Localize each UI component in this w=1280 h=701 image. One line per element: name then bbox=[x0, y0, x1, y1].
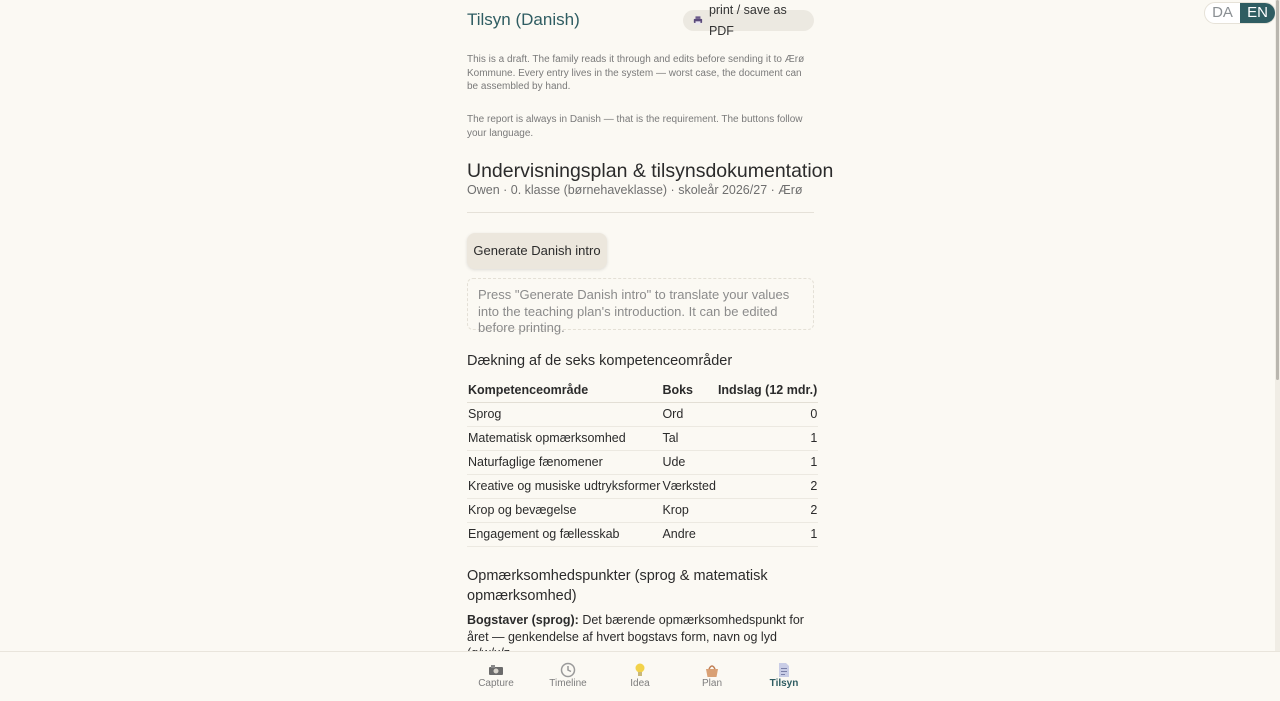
focus-label: Bogstaver (sprog): bbox=[467, 613, 579, 627]
clock-icon bbox=[560, 662, 576, 678]
table-cell: 1 bbox=[717, 450, 818, 474]
nav-label-idea: Idea bbox=[630, 678, 650, 689]
scrollbar[interactable] bbox=[1275, 0, 1280, 701]
nav-label-tilsyn: Tilsyn bbox=[769, 678, 799, 689]
basket-icon bbox=[704, 662, 720, 678]
table-cell: Sprog bbox=[467, 402, 661, 426]
lang-en-button[interactable]: EN bbox=[1240, 3, 1275, 23]
table-cell: 1 bbox=[717, 522, 818, 546]
nav-item-tilsyn[interactable] bbox=[748, 652, 820, 701]
nav-label-plan: Plan bbox=[701, 678, 722, 689]
nav-item-capture[interactable] bbox=[460, 652, 532, 701]
nav-label-capture: Capture bbox=[478, 678, 514, 689]
table-cell: Tal bbox=[661, 426, 717, 450]
table-header-row bbox=[467, 378, 818, 402]
table-cell: 1 bbox=[717, 426, 818, 450]
table-cell: Engagement og fællesskab bbox=[467, 522, 661, 546]
nav-label-timeline: Timeline bbox=[549, 678, 587, 689]
coverage-heading: Dækning af de seks kompetenceområder bbox=[467, 353, 733, 369]
table-cell: Andre bbox=[661, 522, 717, 546]
table-cell: Naturfaglige fænomener bbox=[467, 450, 661, 474]
table-cell: Ord bbox=[661, 402, 717, 426]
table-row bbox=[467, 450, 818, 474]
table-row bbox=[467, 498, 818, 522]
table-cell: Krop og bevægelse bbox=[467, 498, 661, 522]
focus-heading: Opmærksomhedspunkter (sprog & matematisk opmærksomhed) bbox=[467, 568, 768, 604]
table-cell: Værksted bbox=[661, 474, 717, 498]
language-toggle[interactable] bbox=[1204, 2, 1276, 24]
table-row bbox=[467, 402, 818, 426]
document-title: Undervisningsplan & tilsynsdokumentation bbox=[467, 160, 834, 182]
column-header: Boks bbox=[661, 378, 717, 402]
lightbulb-icon bbox=[632, 662, 648, 678]
scrollbar-thumb[interactable] bbox=[1276, 0, 1279, 380]
document-subtitle: Owen · 0. klasse (børnehaveklasse) · skoleår 2026/27 · Ærø bbox=[467, 183, 803, 197]
table-cell: 0 bbox=[717, 402, 818, 426]
print-button[interactable] bbox=[683, 2, 814, 38]
nav-item-timeline[interactable] bbox=[532, 652, 604, 701]
divider bbox=[467, 212, 814, 213]
print-button-label: print / save as PDF bbox=[708, 2, 787, 38]
intro-placeholder: Press "Generate Danish intro" to translate your values into the teaching plan's introduction. It can be edited before printing. bbox=[467, 278, 814, 330]
table-row bbox=[467, 522, 818, 546]
table-cell: 2 bbox=[717, 474, 818, 498]
column-header: Indslag (12 mdr.) bbox=[717, 378, 818, 402]
table-cell: Krop bbox=[661, 498, 717, 522]
bottom-nav bbox=[0, 651, 1280, 701]
table-cell: 2 bbox=[717, 498, 818, 522]
nav-item-idea[interactable] bbox=[604, 652, 676, 701]
coverage-table bbox=[467, 378, 818, 547]
table-cell: Ude bbox=[661, 450, 717, 474]
table-cell: Kreative og musiske udtryksformer bbox=[467, 474, 661, 498]
nav-item-plan[interactable] bbox=[676, 652, 748, 701]
printer-icon bbox=[693, 15, 703, 26]
table-row bbox=[467, 426, 818, 450]
draft-note: This is a draft. The family reads it through and edits before sending it to Ærø Kommune. Every entry lives in the system — worst case, the document can be assembled by hand. bbox=[467, 54, 805, 92]
document-icon bbox=[776, 662, 792, 678]
camera-icon bbox=[488, 662, 504, 678]
generate-intro-button[interactable]: Generate Danish intro bbox=[467, 233, 607, 269]
table-cell: Matematisk opmærksomhed bbox=[467, 426, 661, 450]
column-header: Kompetenceområde bbox=[467, 378, 661, 402]
table-row bbox=[467, 474, 818, 498]
focus-text: Det bærende opmærksomhedspunkt for året — genkendelse af hvert bogstavs form, navn og lyd bbox=[467, 613, 804, 644]
language-note: The report is always in Danish — that is the requirement. The buttons follow your language. bbox=[467, 114, 803, 139]
lang-da-button[interactable]: DA bbox=[1212, 4, 1233, 21]
page-title: Tilsyn (Danish) bbox=[467, 10, 580, 29]
